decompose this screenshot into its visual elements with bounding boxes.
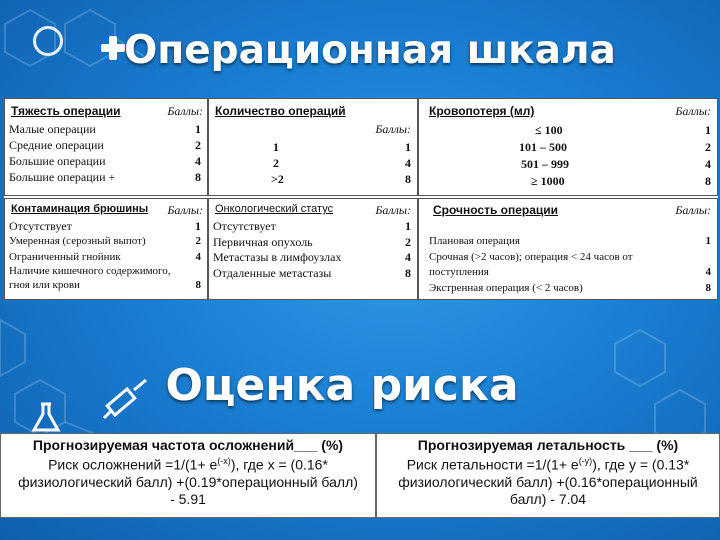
table-row: 501 – 999 4 — [521, 157, 711, 171]
oncology-cell — [208, 198, 418, 300]
table-row: Первичная опухоль 2 — [213, 235, 411, 249]
table-row: поступления 4 — [429, 266, 711, 278]
risk-formulas — [0, 433, 720, 518]
table-row: 1 1 — [273, 140, 411, 154]
table-row: Отсутствует 1 — [213, 219, 411, 233]
table-row: Большие операции 4 — [9, 154, 201, 168]
blood-loss-header: Кровопотеря (мл) — [429, 104, 535, 118]
table-row: ≥ 1000 8 — [531, 174, 711, 188]
mortality-formula-line: балл) - 7.04 — [509, 490, 587, 507]
table-row: Малые операции 1 — [9, 122, 201, 136]
table-row: Умеренная (серозный выпот) 2 — [9, 235, 201, 247]
urgency-points-header: Баллы: — [675, 203, 711, 217]
urgency-cell — [418, 198, 718, 300]
contamination-cell — [4, 198, 208, 300]
table-row: 101 – 500 2 — [519, 140, 711, 154]
severity-cell — [4, 98, 208, 196]
table-row: Плановая операция 1 — [429, 235, 711, 247]
risk-assessment-title: Оценка риска — [165, 360, 519, 411]
contamination-header: Контаминация брюшины — [11, 203, 149, 215]
operation-count-header: Количество операций — [215, 104, 346, 118]
complications-formula-line: Риск осложнений $=1/(1+ e^{(-x)})$, где x = (0.16* — [48, 456, 328, 473]
complications-formula-line: - 5.91 — [170, 490, 206, 507]
mortality-formula-line: физиологический балл) +(0.16*операционный — [398, 473, 698, 490]
table-row: >2 8 — [271, 172, 411, 186]
severity-points-header: Баллы: — [167, 104, 203, 118]
table-row: Метастазы в лимфоузлах 4 — [213, 250, 411, 264]
complications-risk-cell — [0, 433, 376, 518]
operational-scale-table — [4, 98, 718, 300]
blood-loss-points-header: Баллы: — [675, 104, 711, 118]
table-row: Средние операции 2 — [9, 138, 201, 152]
page-title: Операционная шкала — [124, 28, 616, 73]
complications-formula-line: физиологический балл) +(0.19*операционный балл) — [18, 473, 358, 490]
urgency-header: Срочность операции — [433, 203, 559, 217]
mortality-risk-header: Прогнозируемая летальность ___ (%) — [417, 437, 679, 453]
oncology-points-header: Баллы: — [375, 203, 411, 217]
blood-loss-cell — [418, 98, 718, 196]
operation-count-cell — [208, 98, 418, 196]
mortality-risk-cell — [376, 433, 720, 518]
table-row: Ограниченный гнойник 4 — [9, 251, 201, 263]
table-row: Наличие кишечного содержимого, — [9, 265, 171, 277]
severity-header: Тяжесть операции — [11, 104, 121, 118]
table-row: Большие операции + 8 — [9, 170, 201, 184]
mortality-formula-line: Риск летальности $=1/(1+ e^{(-y)})$, где y = (0.13* — [406, 456, 690, 473]
table-row: Отсутствует 1 — [9, 219, 201, 233]
complications-risk-header: Прогнозируемая частота осложнений___ (%) — [32, 437, 344, 453]
table-row: гноя или крови 8 — [9, 279, 201, 291]
table-row: ≤ 100 1 — [535, 123, 711, 137]
table-row: Отдаленные метастазы 8 — [213, 266, 411, 280]
table-row: Экстренная операция (< 2 часов) 8 — [429, 282, 711, 294]
table-row: 2 4 — [273, 156, 411, 170]
operation-count-points-header: Баллы: — [375, 122, 411, 136]
oncology-header: Онкологический статус — [215, 203, 334, 215]
table-row: Срочная (>2 часов); операция < 24 часов от — [429, 251, 633, 263]
contamination-points-header: Баллы: — [167, 203, 203, 217]
